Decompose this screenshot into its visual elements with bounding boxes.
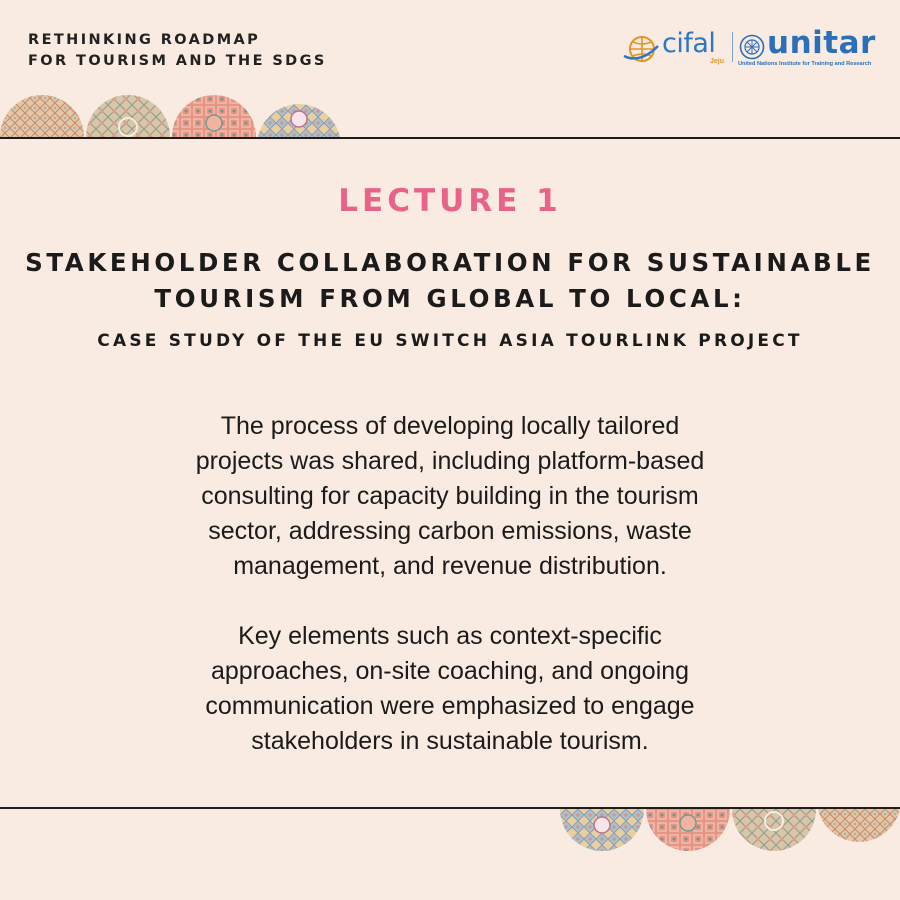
unitar-wordmark: unitar xyxy=(767,25,876,61)
pattern-medallion-icon xyxy=(0,95,340,137)
series-title-line-2: FOR TOURISM AND THE SDGS xyxy=(28,53,327,69)
cifal-sub-label: Jeju xyxy=(710,58,725,65)
lecture-title-line-1: STAKEHOLDER COLLABORATION FOR SUSTAINABLE xyxy=(25,248,875,277)
lecture-label: LECTURE 1 xyxy=(338,183,562,219)
paragraph-1-line: projects was shared, including platform-based xyxy=(195,447,705,475)
series-title-line-1: RETHINKING ROADMAP xyxy=(28,32,261,48)
paragraph-2-line: communication were emphasized to engage xyxy=(205,692,695,720)
decorative-pattern-bottom xyxy=(560,809,900,854)
paragraph-1-line: sector, addressing carbon emissions, waste xyxy=(208,517,692,545)
cifal-wordmark: cifal xyxy=(662,28,716,59)
unitar-sub-label: United Nations Institute for Training and Research xyxy=(738,61,872,67)
paragraph-2-line: approaches, on-site coaching, and ongoing xyxy=(210,657,690,685)
lecture-title-line-2: TOURISM FROM GLOBAL TO LOCAL: xyxy=(154,284,746,313)
paragraph-2-line: Key elements such as context-specific xyxy=(238,622,662,650)
top-divider-line xyxy=(0,137,900,139)
lecture-subtitle: CASE STUDY OF THE EU SWITCH ASIA TOURLINK PROJECT xyxy=(97,331,803,351)
paragraph-1-line: The process of developing locally tailored xyxy=(220,412,680,440)
paragraph-1-line: management, and revenue distribution. xyxy=(233,552,667,580)
description-paragraph-1 xyxy=(0,409,900,584)
paragraph-2-line: stakeholders in sustainable tourism. xyxy=(251,727,649,755)
lecture-title xyxy=(0,245,900,317)
decorative-pattern-top xyxy=(0,93,340,137)
un-emblem-icon xyxy=(739,34,765,60)
partner-logo xyxy=(622,25,876,70)
description-paragraph-2 xyxy=(0,619,900,759)
paragraph-1-line: consulting for capacity building in the tourism xyxy=(201,482,699,510)
series-title xyxy=(28,30,327,72)
pattern-medallion-icon xyxy=(560,809,900,851)
cifal-globe-icon xyxy=(622,34,660,64)
logo-divider xyxy=(732,32,733,62)
